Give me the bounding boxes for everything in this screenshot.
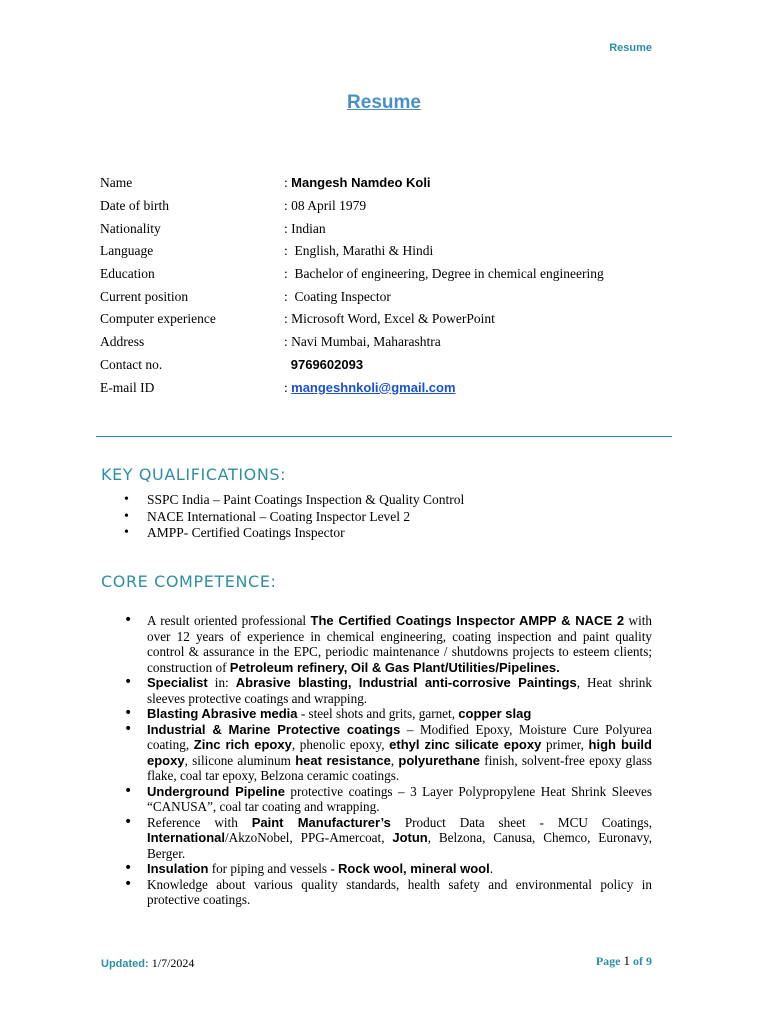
info-separator: : — [284, 311, 292, 327]
info-value-wrap — [284, 266, 604, 282]
info-value-wrap — [284, 334, 441, 350]
competence-bold-text: Abrasive blasting, Industrial anti-corrosive Paintings — [235, 675, 577, 690]
competence-item — [124, 675, 652, 706]
info-separator: : — [284, 175, 292, 191]
competence-text: finish, solvent-free epoxy glass flake, coal tar epoxy, Belzona ceramic coatings. — [147, 752, 653, 783]
competence-text: for piping and vessels - — [208, 861, 339, 876]
competence-bold-text: Zinc rich epoxy — [193, 737, 292, 752]
info-separator: : — [284, 198, 292, 214]
info-label: Education — [100, 266, 155, 282]
competence-bold-text: Paint Manufacturer’s — [251, 814, 391, 830]
info-value-wrap — [284, 357, 363, 373]
page-current: 1 — [623, 953, 630, 968]
competence-text: , Heat shrink sleeves protective coatings and wrapping. — [147, 675, 652, 706]
info-label: E-mail ID — [100, 379, 155, 395]
info-label: Name — [100, 175, 133, 191]
competence-text: Knowledge about various quality standards, health safety and environmental policy in protective coatings. — [147, 876, 652, 907]
competence-item — [124, 815, 652, 862]
competence-text: with over 12 years of experience in chemical engineering, coating inspection and paint quality control & assurance in the EPC, periodic maintenance / shutdowns projects to esteem clients; construction of — [147, 613, 652, 675]
info-value-wrap — [284, 289, 391, 305]
competence-text: – Modified Epoxy, Moisture Cure Polyurea coating, — [147, 721, 652, 752]
info-row — [100, 354, 604, 377]
competence-bold-text: Blasting Abrasive media — [147, 706, 298, 721]
personal-info-table — [100, 172, 604, 399]
info-row — [100, 240, 604, 263]
email-link[interactable]: mangeshnkoli@gmail.com — [291, 379, 456, 395]
info-value: 08 April 1979 — [291, 198, 367, 214]
updated-date: 1/7/2024 — [151, 956, 195, 970]
info-value: Microsoft Word, Excel & PowerPoint — [291, 311, 495, 327]
info-label: Nationality — [100, 220, 161, 236]
info-value: Bachelor of engineering, Degree in chemical engineering — [294, 266, 604, 282]
page-title: Resume — [347, 92, 421, 113]
info-row — [100, 376, 604, 399]
competence-bold-text: Jotun — [392, 830, 428, 845]
competence-text: Reference with — [147, 814, 252, 830]
competence-item — [124, 722, 652, 784]
competence-bold-text: Petroleum refinery, Oil & Gas Plant/Utilities/Pipelines. — [229, 659, 560, 675]
key-qualifications-heading: KEY QUALIFICATIONS: — [101, 465, 287, 484]
page-label: Page — [595, 954, 624, 968]
competence-bold-text: ethyl zinc silicate epoxy — [389, 737, 542, 752]
info-label: Date of birth — [100, 198, 169, 214]
page-total: 9 — [646, 954, 652, 968]
qualification-item: • AMPP- Certified Coatings Inspector — [124, 525, 464, 542]
info-value: Mangesh Namdeo Koli — [291, 175, 431, 191]
info-separator — [284, 357, 291, 372]
qualification-item: • SSPC India – Paint Coatings Inspection & Quality Control — [124, 492, 464, 509]
competence-text: in: — [207, 675, 236, 690]
key-qualifications-list — [124, 492, 464, 542]
competence-bold-text: The Certified Coatings Inspector AMPP & NACE 2 — [310, 613, 625, 628]
core-competence-heading: CORE COMPETENCE: — [101, 572, 277, 591]
competence-bold-text: Insulation — [147, 861, 209, 876]
competence-text: , — [390, 752, 399, 768]
info-value: Indian — [291, 220, 326, 236]
competence-text: /AkzoNobel, PPG-Amercoat, — [225, 830, 393, 845]
competence-bold-text: Specialist — [147, 675, 208, 690]
competence-bold-text: Rock wool, mineral wool — [338, 861, 490, 876]
info-value: English, Marathi & Hindi — [294, 243, 434, 259]
info-label: Address — [100, 334, 145, 350]
info-label: Computer experience — [100, 311, 216, 327]
info-row — [100, 195, 604, 218]
competence-text: primer, — [541, 737, 589, 752]
info-row — [100, 308, 604, 331]
info-value: Coating Inspector — [294, 288, 391, 304]
info-value-wrap — [284, 221, 326, 237]
header-resume-label: Resume — [609, 42, 652, 54]
info-separator: : — [284, 288, 295, 304]
core-competence-list — [124, 613, 652, 908]
info-value-wrap — [284, 243, 433, 259]
competence-item — [124, 861, 652, 877]
competence-item — [124, 784, 652, 815]
updated-label: Updated: — [101, 958, 152, 970]
competence-text: , silicone aluminum — [184, 752, 296, 768]
info-separator: : — [284, 243, 295, 259]
section-divider — [96, 436, 672, 437]
info-separator: : — [284, 220, 292, 236]
info-separator: : — [284, 334, 292, 350]
info-row — [100, 331, 604, 354]
competence-bold-text: high build epoxy — [147, 737, 652, 768]
competence-item — [124, 877, 652, 908]
competence-bold-text: polyurethane — [398, 752, 481, 768]
competence-bold-text: Underground Pipeline — [147, 783, 285, 799]
info-label: Contact no. — [100, 356, 163, 372]
info-value: 9769602093 — [290, 356, 364, 372]
info-value-wrap — [284, 380, 456, 396]
page-of-label: of — [630, 954, 646, 968]
competence-bold-text: heat resistance — [295, 752, 391, 768]
info-value-wrap — [284, 311, 495, 327]
competence-item — [124, 613, 652, 675]
info-row — [100, 217, 604, 240]
footer-page-number — [596, 953, 652, 969]
info-value: Navi Mumbai, Maharashtra — [291, 334, 441, 350]
info-value-wrap — [284, 198, 366, 214]
competence-bold-text: International — [147, 830, 226, 845]
qualification-item: • NACE International – Coating Inspector Level 2 — [124, 509, 464, 526]
competence-text: Product Data sheet - MCU Coatings, — [390, 814, 652, 830]
competence-text: , phenolic epoxy, — [291, 737, 390, 752]
info-label: Language — [100, 243, 154, 259]
competence-text: protective coatings – 3 Layer Polypropylene Heat Shrink Sleeves “CANUSA”, coal tar coating and wrapping. — [147, 783, 652, 814]
footer-updated — [101, 956, 194, 971]
competence-text: A result oriented professional — [147, 613, 311, 628]
info-label: Current position — [100, 288, 189, 304]
competence-bold-text: copper slag — [458, 706, 532, 721]
competence-text: . — [489, 861, 494, 876]
competence-bold-text: Industrial & Marine Protective coatings — [147, 721, 401, 737]
competence-text: - steel shots and grits, garnet, — [297, 706, 459, 721]
competence-item — [124, 706, 652, 722]
info-separator: : — [284, 266, 295, 282]
competence-text: , Belzona, Canusa, Chemco, Euronavy, Berger. — [147, 830, 653, 861]
info-row — [100, 263, 604, 286]
info-row — [100, 172, 604, 195]
info-value-wrap — [284, 175, 431, 191]
info-separator: : — [284, 379, 292, 395]
info-row — [100, 285, 604, 308]
